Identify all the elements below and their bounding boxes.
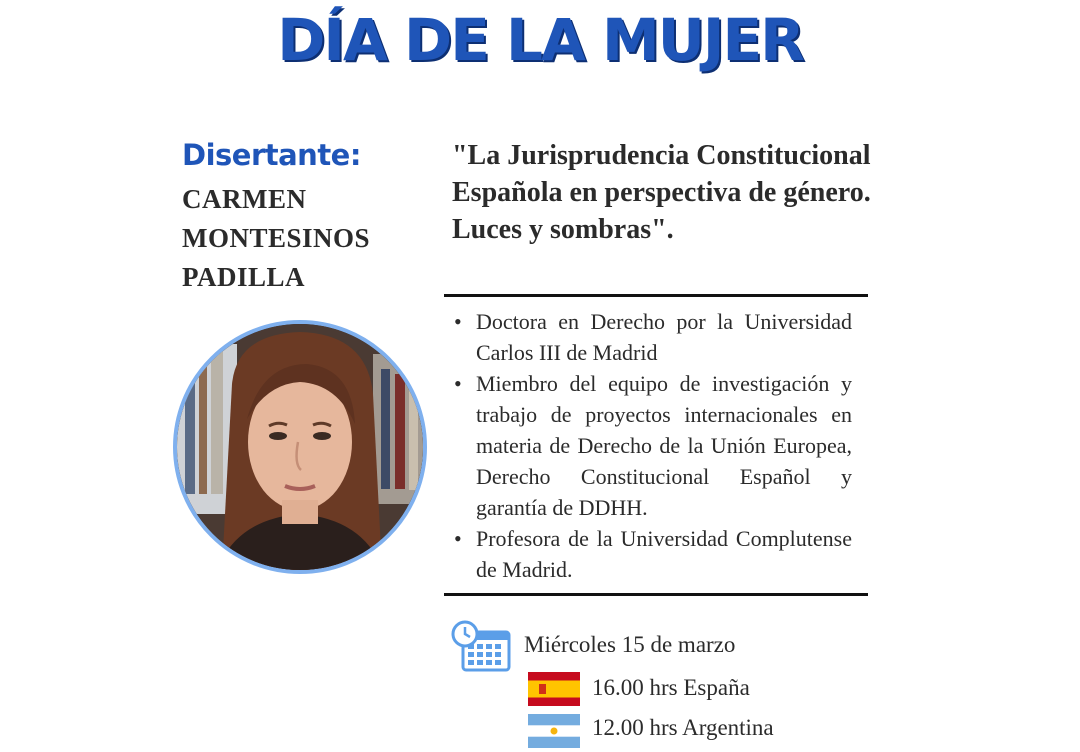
talk-title bbox=[452, 137, 922, 248]
calendar-clock-icon bbox=[451, 620, 513, 672]
divider-top bbox=[444, 294, 868, 297]
spain-flag-icon bbox=[528, 672, 580, 706]
speaker-photo bbox=[173, 320, 427, 574]
event-date: Miércoles 15 de marzo bbox=[524, 632, 736, 657]
talk-title-line: Española en perspectiva de género. bbox=[452, 177, 871, 208]
time-spain: 16.00 hrs España bbox=[592, 675, 750, 700]
bio-item: • Profesora de la Universidad Complutense de Madrid. bbox=[452, 523, 852, 585]
bio-item: • Miembro del equipo de investigación y trabajo de proyectos internacionales en materia de Derecho de la Unión Europea, Derecho Constitucional Español y garantía de DDHH. bbox=[452, 368, 852, 523]
talk-title-line: Luces y sombras". bbox=[452, 214, 674, 245]
speaker-name-line: CARMEN bbox=[182, 184, 307, 214]
time-argentina: 12.00 hrs Argentina bbox=[592, 715, 774, 740]
speaker-name-line: MONTESINOS bbox=[182, 223, 371, 253]
divider-bottom bbox=[444, 593, 868, 596]
portrait-illustration bbox=[177, 324, 423, 570]
speaker-name bbox=[182, 180, 412, 297]
speaker-label: Disertante: bbox=[182, 138, 361, 172]
argentina-flag-icon bbox=[528, 714, 580, 748]
talk-title-line: "La Jurisprudencia Constitucional bbox=[452, 140, 871, 171]
speaker-name-line: PADILLA bbox=[182, 262, 306, 292]
bio-list bbox=[452, 306, 852, 585]
bio-item: • Doctora en Derecho por la Universidad Carlos III de Madrid bbox=[452, 306, 852, 368]
page-title: DÍA DE LA MUJER bbox=[277, 6, 803, 74]
